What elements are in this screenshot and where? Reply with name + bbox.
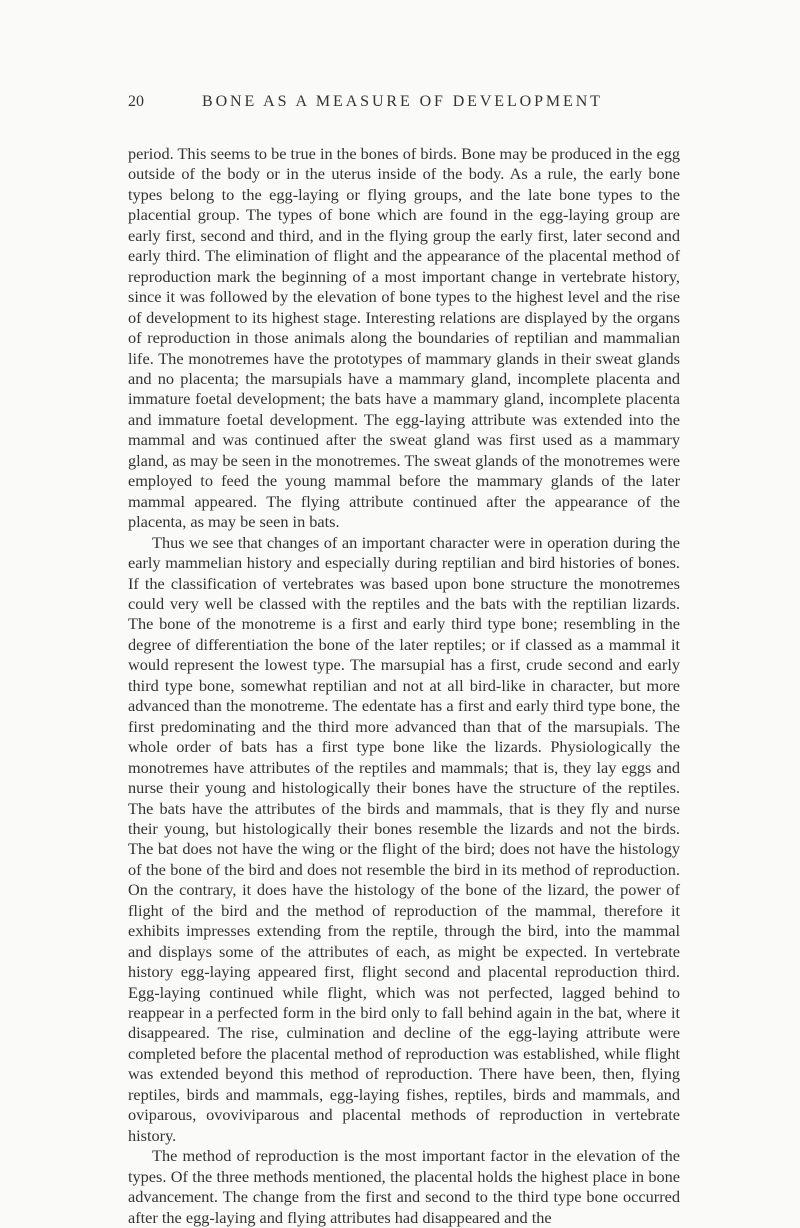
paragraph: Thus we see that changes of an important character were in operation during the early mammelian history and especially during reptilian and bird histories of bones. If the classification of vertebrates was based upon bone structure the monotremes could very well be classed with the reptiles and the bats with the reptilian lizards. The bone of the monotreme is a first and early third type bone; resembling in the degree of differentiation the bone of the later reptiles; or if classed as a mammal it would represent the lowest type. The marsupial has a first, crude second and early third type bone, somewhat reptilian and not at all bird-like in character, but more advanced than the monotreme. The edentate has a first and early third type bone, the first predominating and the third more advanced than that of the marsupials. The whole order of bats has a first type bone like the lizards. Physiologically the monotremes have attributes of the reptiles and mammals; that is, they lay eggs and nurse their young and histologically their bones have the structure of the reptiles. The bats have the attributes of the birds and mammals, that is they fly and nurse their young, but histologically their bones resemble the lizards and not the birds. The bat does not have the wing or the flight of the bird; does not have the histology of the bone of the bird and does not resemble the bird in its method of reproduction. On the contrary, it does have the histology of the bone of the lizard, the power of flight of the bird and the method of reproduction of the mammal, therefore it exhibits impresses extending from the reptile, through the bird, into the mammal and displays some of the attributes of each, as might be expected. In vertebrate history egg-laying appeared first, flight second and placental reproduction third. Egg-laying continued while flight, which was not perfected, lagged behind to reappear in a perfected form in the bird only to fall behind again in the bat, where it disappeared. The rise, culmination and decline of the egg-laying attribute were completed before the placental method of reproduction was established, while flight was extended beyond this method of reproduction. There have been, then, flying reptiles, birds and mammals, egg-laying fishes, reptiles, birds and mammals, and oviparous, ovoviviparous and placental methods of reproduction in vertebrate history. <box>128 532 680 1145</box>
paragraph: The method of reproduction is the most important factor in the elevation of the types. Of the three methods mentioned, the placental holds the highest place in bone advancement. The change from the first and second to the third type bone occurred after the egg-laying and flying attributes had disappeared and the <box>128 1146 680 1227</box>
paragraph-continued: period. This seems to be true in the bones of birds. Bone may be produced in the egg outside of the body or in the uterus inside of the body. As a rule, the early bone types belong to the egg-laying or flying groups, and the late bone types to the placential group. The types of bone which are found in the egg-laying group are early first, second and third, and in the flying group the early first, later second and early third. The elimination of flight and the appearance of the placental method of reproduction mark the beginning of a most important change in vertebrate history, since it was followed by the elevation of bone types to the highest level and the rise of development to its highest stage. Interesting relations are displayed by the organs of reproduction in those animals along the boundaries of reptilian and mammalian life. The monotremes have the prototypes of mammary glands in their sweat glands and no placenta; the marsupials have a mammary gland, incomplete placenta and immature foetal development; the bats have a mammary gland, incomplete placenta and immature foetal development. The egg-laying attribute was extended into the mammal and was continued after the sweat gland was first used as a mammary gland, as may be seen in the monotremes. The sweat glands of the monotremes were employed to feed the young mammal before the mammary glands of the later mammal appeared. The flying attribute continued after the appearance of the placenta, as may be seen in bats. <box>128 144 680 532</box>
page-header <box>0 93 800 117</box>
page-number: 20 <box>128 93 144 110</box>
running-head: BONE AS A MEASURE OF DEVELOPMENT <box>202 93 603 110</box>
body-text <box>128 144 680 1228</box>
